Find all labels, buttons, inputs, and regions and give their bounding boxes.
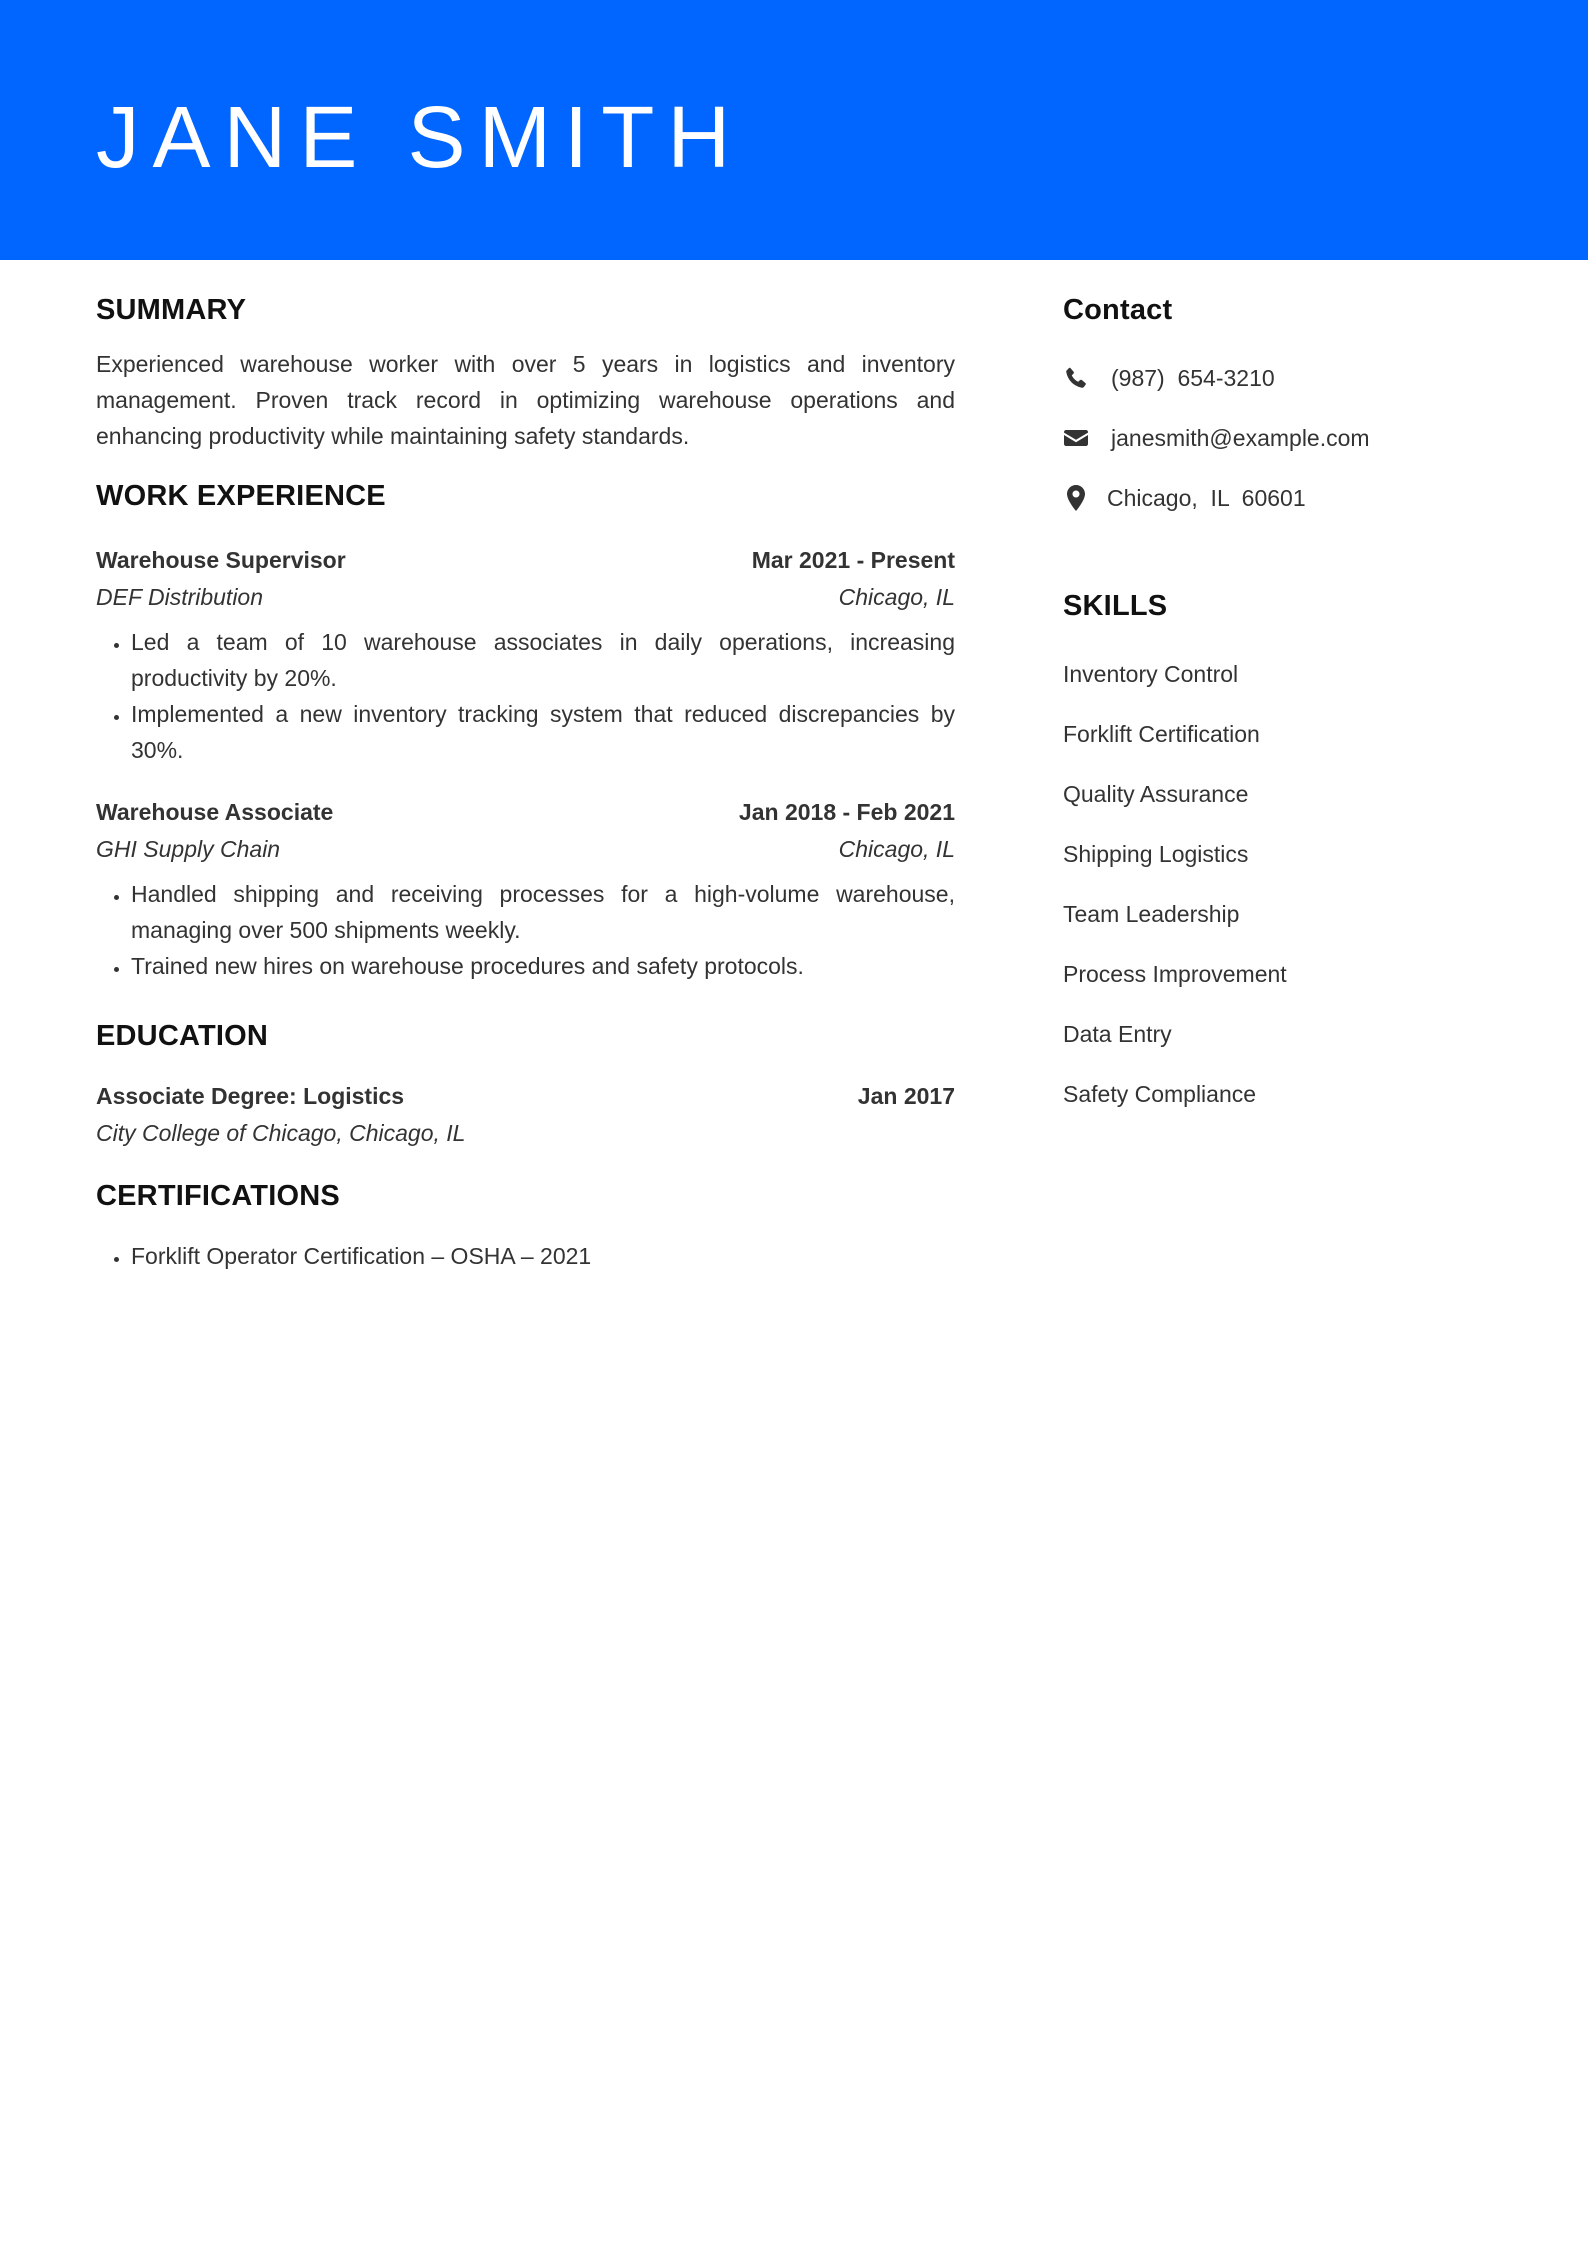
contact-email-text: janesmith@example.com [1111, 424, 1370, 451]
summary-section [96, 280, 955, 454]
job-bullet: • Trained new hires on warehouse procedures and safety protocols. [131, 948, 955, 984]
map-pin-icon [1063, 485, 1089, 511]
work-experience-heading: WORK EXPERIENCE [96, 480, 386, 512]
summary-heading: SUMMARY [96, 294, 247, 326]
contact-phone-text: (987) 654-3210 [1111, 364, 1275, 391]
contact-heading: Contact [1063, 294, 1173, 326]
skills-heading: SKILLS [1063, 590, 1168, 622]
candidate-name: JANE SMITH [96, 89, 744, 186]
side-column [1063, 280, 1493, 1124]
contact-phone [1063, 348, 1493, 408]
job-bullet: • Implemented a new inventory tracking system that reduced discrepancies by 30%. [131, 696, 955, 768]
job-location: Chicago, IL [838, 836, 955, 862]
job-dates: Jan 2018 - Feb 2021 [738, 799, 955, 825]
skill-item: Quality Assurance [1063, 781, 1249, 807]
skills-section [1063, 576, 1493, 1124]
education-school: City College of Chicago, Chicago, IL [96, 1120, 466, 1146]
job-entry [96, 794, 955, 984]
job-entry [96, 542, 955, 768]
skill-item: Inventory Control [1063, 661, 1239, 687]
job-title: Warehouse Supervisor [96, 547, 346, 573]
job-dates: Mar 2021 - Present [751, 547, 955, 573]
skill-item: Shipping Logistics [1063, 841, 1249, 867]
job-company: GHI Supply Chain [96, 836, 281, 862]
contact-email [1063, 408, 1493, 468]
work-experience-section [96, 466, 955, 984]
skill-item: Process Improvement [1063, 961, 1287, 987]
contact-location [1063, 468, 1493, 528]
job-title: Warehouse Associate [96, 799, 334, 825]
education-date: Jan 2017 [857, 1083, 955, 1109]
education-heading: EDUCATION [96, 1020, 269, 1052]
job-bullets [96, 624, 955, 768]
education-section [96, 1006, 955, 1152]
job-bullets [96, 876, 955, 984]
skill-item: Team Leadership [1063, 901, 1240, 927]
skill-item: Data Entry [1063, 1021, 1172, 1047]
header-banner [0, 0, 1588, 260]
main-column [96, 280, 955, 1274]
certifications-heading: CERTIFICATIONS [96, 1180, 340, 1212]
job-bullet: • Led a team of 10 warehouse associates in daily operations, increasing productivity by 20%. [131, 624, 955, 696]
education-degree: Associate Degree: Logistics [96, 1083, 405, 1109]
education-entry [96, 1078, 955, 1152]
certification-item: • Forklift Operator Certification – OSHA – 2021 [131, 1238, 955, 1274]
job-location: Chicago, IL [838, 584, 955, 610]
certifications-section [96, 1166, 955, 1274]
contact-location-text: Chicago, IL 60601 [1107, 484, 1306, 511]
envelope-icon [1063, 425, 1089, 451]
summary-text: Experienced warehouse worker with over 5 years in logistics and inventory management. Proven track record in optimizing warehouse operations and enhancing productivity while maintaining safety standards. [96, 351, 955, 449]
job-bullet: • Handled shipping and receiving processes for a high-volume warehouse, managing over 500 shipments weekly. [131, 876, 955, 948]
skill-item: Safety Compliance [1063, 1081, 1257, 1107]
job-company: DEF Distribution [96, 584, 264, 610]
certifications-list [96, 1238, 955, 1274]
contact-section [1063, 280, 1493, 528]
phone-icon [1063, 365, 1089, 391]
skill-item: Forklift Certification [1063, 721, 1260, 747]
